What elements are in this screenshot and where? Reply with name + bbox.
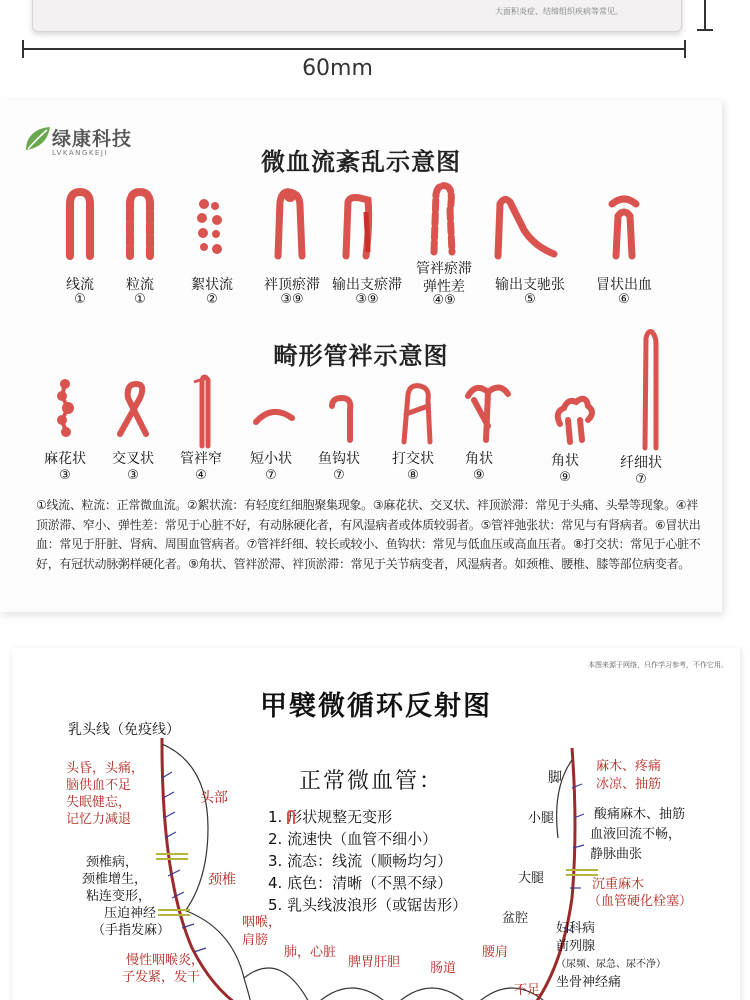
pelvis-detail: （尿频、尿急、尿不净） <box>556 959 666 970</box>
description-text: ①线流、粒流：正常微血流。②絮状流：有轻度红细胞聚集现象。③麻花状、交叉状、袢顶淤滞：常见于头痛、头晕等现象。④袢顶淤滞、窄小、弹性差：常见于心脏不好，有动脉硬化者，有风湿病者或体质较弱者。⑤管袢弛张状：常见与有肾病者。⑥冒状出血：常见于肝脏、肾病、周围血管病者。⑦管袢纤细、较长或较小、鱼钩状：常见与低血压或高血压者。⑧打交状：常见于心脏不好，有冠状动脉粥样硬化者。⑨角状、管袢淤滞、袢顶淤滞：常见于关节病变者，风湿病者。如颈椎、腰椎、膝等部位病变者。 <box>36 498 701 571</box>
nipple-line-label: 乳头线（免疫线） <box>68 722 180 738</box>
fishhook-loop-icon <box>326 394 360 444</box>
disorder-label: 输出支瘀滞 <box>332 277 402 293</box>
pelvis-symptom: 前列腺 <box>556 939 596 954</box>
head-symptom: 脑供血不足 <box>66 778 132 793</box>
output-relaxation-loop-icon <box>490 192 562 260</box>
flocculent-flow-loop-icon <box>190 194 230 260</box>
head-symptom: 失眠健忘， <box>66 795 132 810</box>
angular-loop-icon-2 <box>550 390 598 448</box>
throat-label: 咽喉， <box>242 915 282 930</box>
normal-item: 3. 流态：线流（顺畅均匀） <box>268 852 453 870</box>
disorder-label: 输出支驰张 <box>495 277 565 293</box>
throat-label: 肩膀 <box>242 933 269 948</box>
cervical-region-label: 颈椎 <box>208 872 236 888</box>
deformed-label: 角状 <box>465 451 493 467</box>
normal-item: 4. 底色：清晰（不黑不绿） <box>268 874 453 892</box>
output-stasis-loop-icon <box>338 192 378 260</box>
disorder-label: 线流 <box>66 277 94 293</box>
narrow-loop-icon <box>190 372 220 450</box>
normal-item: 2. 流速快（血管不细小） <box>268 830 438 848</box>
deformed-num: ③ <box>59 468 71 483</box>
nailfold-reflex-panel <box>12 648 740 1000</box>
calf-label: 小腿 <box>528 811 555 826</box>
spleen-label: 脾胃肝胆 <box>348 955 401 970</box>
cap-shaped-bleeding-loop-icon <box>604 194 644 260</box>
thigh-symptom: 沉重麻木 <box>592 877 645 892</box>
neck-symptom: 颈椎增生， <box>82 872 148 887</box>
deformed-label: 打交状 <box>392 451 434 467</box>
crossed-loop-icon <box>112 378 152 438</box>
waist-label: 腰肩 <box>482 945 509 960</box>
title-nailfold-reflex: 甲襞微循环反射图 <box>260 691 492 722</box>
source-note: 本图来源于网络，只作学习参考，不作它用。 <box>588 661 728 669</box>
disorder-num: ④⑨ <box>432 293 456 308</box>
disorder-num: ⑥ <box>618 292 630 307</box>
disorder-label: 絮状流 <box>191 277 233 293</box>
deformed-label: 管袢窄 <box>180 451 222 467</box>
deformed-label: 麻花状 <box>44 451 86 467</box>
head-symptom: 头昏，头痛， <box>66 761 145 776</box>
disorder-num: ① <box>134 292 146 307</box>
pharyngitis-label: 慢性咽喉炎， <box>126 953 205 968</box>
lung-heart-label: 肺，心脏 <box>284 945 337 960</box>
calf-symptom: 血液回流不畅， <box>590 827 682 842</box>
disorder-num: ① <box>74 292 86 307</box>
disorder-num: ③⑨ <box>280 292 304 307</box>
normal-item: 1. 形状规整无变形 <box>268 808 393 826</box>
bracket-mark <box>704 0 706 30</box>
logo-name: 绿康科技 <box>52 128 133 150</box>
short-small-loop-icon <box>252 400 300 430</box>
normal-capillary-list <box>268 806 467 916</box>
foot-symptom: 冰凉、抽筋 <box>596 777 662 792</box>
calf-symptom: 静脉曲张 <box>590 847 643 862</box>
disorder-label-line2: 弹性差 <box>423 279 465 295</box>
ruler-label: 60mm <box>302 56 373 81</box>
knotted-loop-icon <box>396 380 440 446</box>
disorder-label: 袢顶瘀滞 <box>264 277 320 293</box>
deformed-num: ⑨ <box>473 468 485 483</box>
slender-loop-icon <box>636 328 666 452</box>
deformed-label: 交叉状 <box>112 451 154 467</box>
title-deformed-loops: 畸形管袢示意图 <box>273 342 449 370</box>
top-card-text: 大面积炎症、结缔组织疾病等常见。 <box>495 7 623 16</box>
thigh-label: 大腿 <box>518 871 545 886</box>
head-symptom: 记忆力减退 <box>66 812 132 827</box>
deformed-num: ⑦ <box>265 468 277 483</box>
logo-sub: LVKANGKEJI <box>52 149 108 157</box>
line-flow-loop-icon <box>60 188 100 260</box>
angular-loop-icon <box>462 380 514 444</box>
neck-symptom: 颈椎病， <box>86 855 139 870</box>
deformed-num: ⑧ <box>407 468 419 483</box>
deformed-label: 鱼钩状 <box>318 451 360 467</box>
foot-symptom: 麻木、疼痛 <box>596 759 662 774</box>
loop-top-stasis-icon <box>268 188 312 260</box>
deformed-label: 角状 <box>551 453 579 469</box>
calf-symptom: 酸痛麻木、抽筋 <box>594 807 686 822</box>
disorder-label: 粒流 <box>126 277 154 293</box>
capillary-diagram-panel <box>0 100 722 612</box>
disorder-num: ⑤ <box>524 292 536 307</box>
pelvis-symptom: 妇科病 <box>556 921 596 936</box>
sciatic-label: 坐骨神经痛 <box>556 975 622 990</box>
pharyngitis-label: 子发紧，发干 <box>122 970 201 985</box>
deformed-num: ⑦ <box>635 472 647 487</box>
foot-label: 脚 <box>548 770 562 786</box>
neck-symptom: 压迫神经 <box>104 906 157 921</box>
disorder-label: 管袢瘀滞 <box>416 261 472 277</box>
top-strip <box>0 0 750 100</box>
deformed-num: ③ <box>127 468 139 483</box>
neck-symptom: （手指发麻） <box>92 923 171 938</box>
normal-capillary-title: 正常微血管： <box>299 769 444 794</box>
deformed-label: 短小状 <box>250 451 292 467</box>
disorder-label: 冒状出血 <box>596 277 652 293</box>
bracket-mark-foot <box>697 29 713 31</box>
ruler-line <box>22 48 686 50</box>
deformed-num: ④ <box>195 468 207 483</box>
bottom-red-label: 不足 <box>514 983 541 998</box>
deformed-num: ⑨ <box>559 470 571 485</box>
thigh-symptom: （血管硬化栓塞） <box>588 894 693 909</box>
title-microflow-disorder: 微血流紊乱示意图 <box>261 148 461 176</box>
disorder-num: ② <box>206 292 218 307</box>
neck-symptom: 粘连变形， <box>86 889 152 904</box>
head-region-label: 头部 <box>200 790 228 806</box>
granular-flow-loop-icon <box>120 188 160 260</box>
normal-loop-icon <box>286 810 296 824</box>
loop-stasis-poor-elasticity-icon <box>424 180 464 256</box>
intestine-label: 肠道 <box>430 961 457 976</box>
pelvis-label: 盆腔 <box>502 911 529 926</box>
normal-item: 5. 乳头线波浪形（或锯齿形） <box>268 896 468 914</box>
deformed-num: ⑦ <box>333 468 345 483</box>
disorder-num: ③⑨ <box>355 292 379 307</box>
top-card <box>32 0 682 32</box>
twisted-loop-icon <box>50 378 80 440</box>
deformed-label: 纤细状 <box>620 455 662 471</box>
ruler-tick-right <box>684 40 686 58</box>
